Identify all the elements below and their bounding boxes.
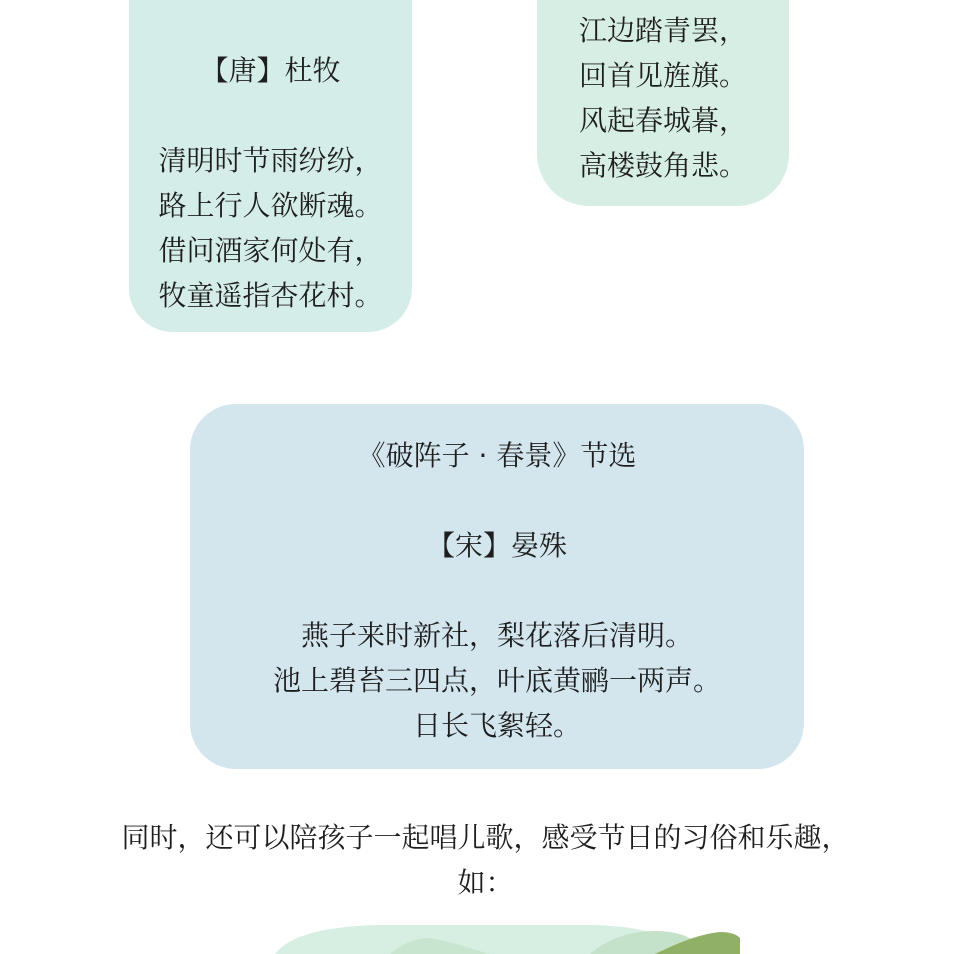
poem-card-pozhenzi (190, 404, 804, 769)
spring-hills-illustration (0, 920, 971, 954)
poem-card-right (537, 0, 789, 206)
poem-line: 高楼鼓角悲。 (578, 149, 747, 182)
poem-author: 【唐】杜牧 (200, 54, 341, 87)
poem-spacer (190, 478, 804, 523)
poem-line: 江边踏青罢， (578, 14, 747, 47)
poem-line: 借问酒家何处有， (158, 234, 383, 267)
outro-paragraph (80, 815, 891, 905)
poem-line: 牧童遥指杏花村。 (158, 279, 383, 312)
outro-line: 如： (457, 866, 514, 899)
poem-line: 燕子来时新社，梨花落后清明。 (300, 619, 693, 652)
poem-spacer (129, 93, 412, 138)
poem-author: 【宋】晏殊 (426, 529, 567, 562)
outro-line: 同时，还可以陪孩子一起唱儿歌，感受节日的习俗和乐趣， (121, 821, 850, 854)
poem-line: 清明时节雨纷纷， (158, 144, 383, 177)
poem-line: 回首见旌旗。 (578, 59, 747, 92)
poem-spacer (190, 568, 804, 613)
poem-title: 《破阵子 · 春景》节选 (357, 439, 637, 472)
poem-line: 日长飞絮轻。 (412, 709, 581, 742)
poem-line: 风起春城暮， (578, 104, 747, 137)
poem-line: 路上行人欲断魂。 (158, 189, 383, 222)
poem-line: 池上碧苔三四点，叶底黄鹂一两声。 (272, 664, 721, 697)
poem-card-qingming (129, 0, 412, 332)
